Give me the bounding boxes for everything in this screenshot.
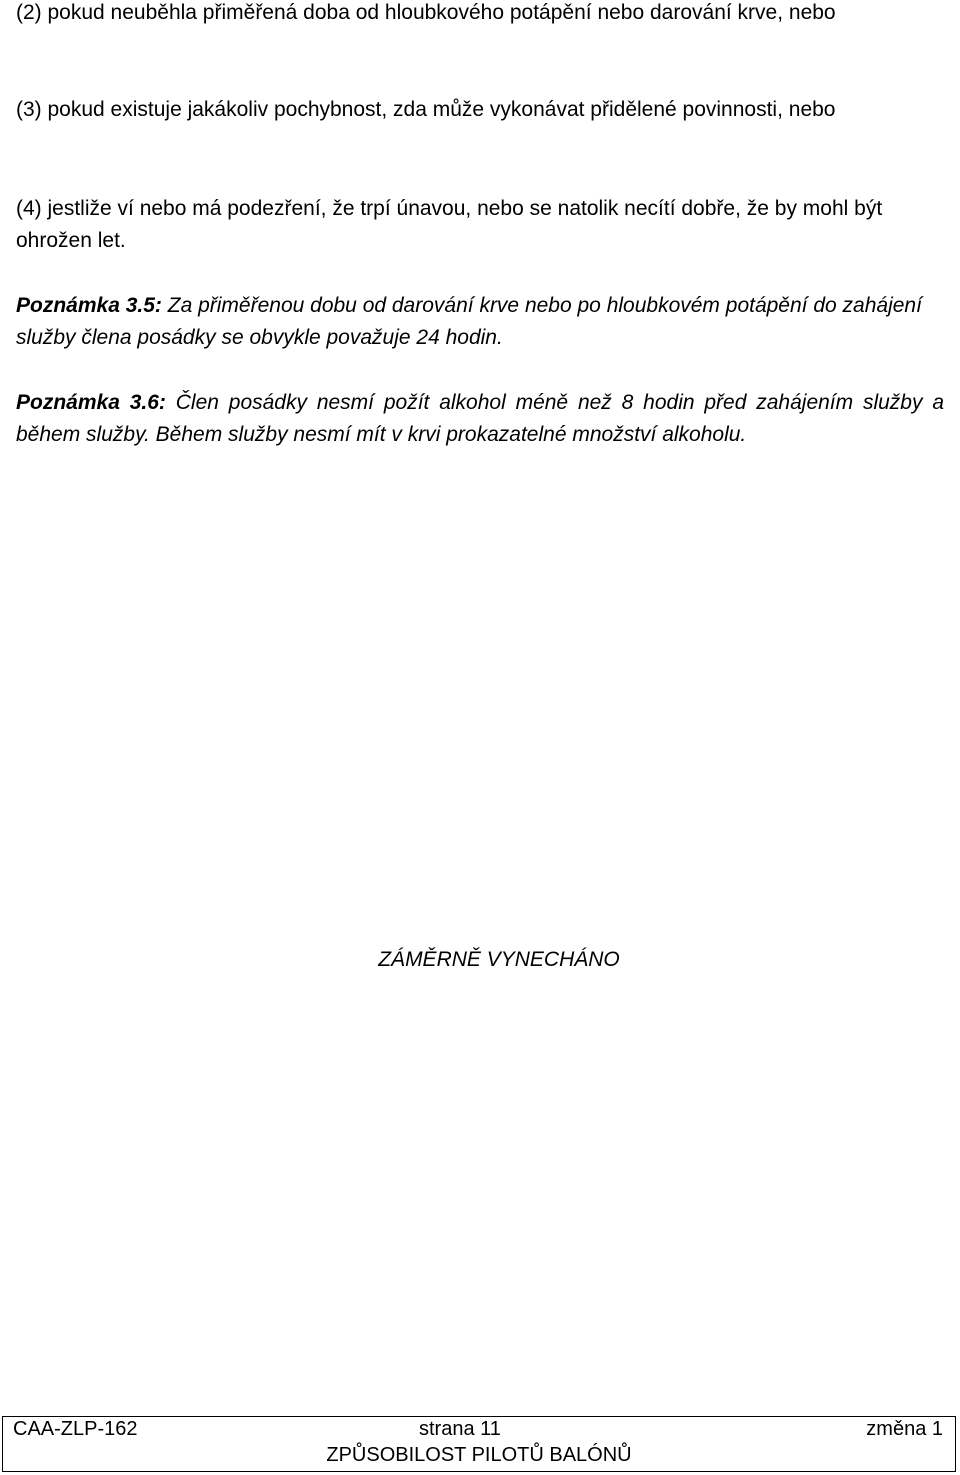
- note-3-5-text: Za přiměřenou dobu od darování krve nebo po hloubkovém potápění do zahájení služby člena posádky se obvykle považuje 24 hodin.: [16, 294, 922, 349]
- note-3-6: [16, 387, 944, 451]
- footer-amendment: změna 1: [866, 1418, 943, 1440]
- note-3-6-label: Poznámka 3.6:: [16, 391, 166, 414]
- footer-page-number: strana 11: [419, 1418, 501, 1440]
- page-footer: [2, 1416, 956, 1472]
- footer-doc-code: CAA-ZLP-162: [13, 1418, 138, 1440]
- note-3-5: [16, 290, 944, 354]
- note-3-5-label: Poznámka 3.5:: [16, 294, 162, 317]
- list-item-4: (4) jestliže ví nebo má podezření, že trpí únavou, nebo se natolik necítí dobře, že by mohl být ohrožen let.: [16, 197, 883, 252]
- list-item-3: (3) pokud existuje jakákoliv pochybnost, zda může vykonávat přidělené povinnosti, nebo: [16, 98, 836, 121]
- note-3-6-text: Člen posádky nesmí požít alkohol méně než 8 hodin před zahájením služby a během služby. Během služby nesmí mít v krvi prokazatelné množství alkoholu.: [16, 391, 944, 446]
- intentionally-blank-label: ZÁMĚRNĚ VYNECHÁNO: [378, 948, 620, 971]
- footer-title: ZPŮSOBILOST PILOTŮ BALÓNŮ: [326, 1444, 632, 1466]
- list-item-2: (2) pokud neuběhla přiměřená doba od hloubkového potápění nebo darování krve, nebo: [16, 1, 836, 24]
